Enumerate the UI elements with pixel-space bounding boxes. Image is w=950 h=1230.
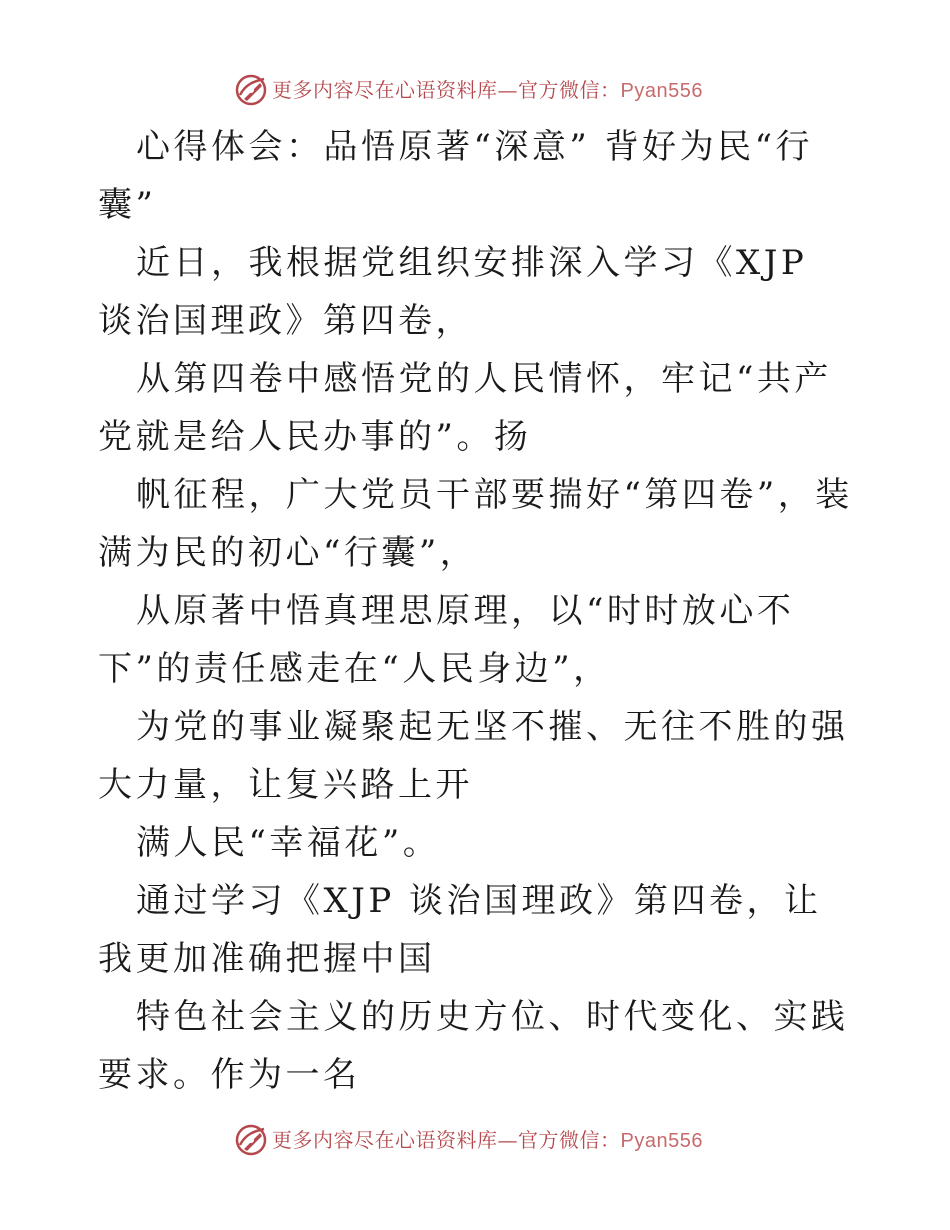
paragraph: 从原著中悟真理思原理，以“时时放心不下”的责任感走在“人民身边”， xyxy=(98,591,795,689)
document-body xyxy=(98,118,858,1104)
paragraph: 通过学习《XJP 谈治国理政》第四卷，让我更加准确把握中国 xyxy=(98,881,822,979)
banner-text: 更多内容尽在心语资料库—官方微信：Pyan556 xyxy=(272,78,703,102)
banner-text: 更多内容尽在心语资料库—官方微信：Pyan556 xyxy=(272,1128,703,1152)
footer-watermark-banner xyxy=(0,1120,950,1160)
paragraph: 近日，我根据党组织安排深入学习《XJP 谈治国理政》第四卷， xyxy=(98,243,808,341)
paragraph: 帆征程，广大党员干部要揣好“第四卷”，装满为民的初心“行囊”， xyxy=(98,475,853,573)
paragraph: 为党的事业凝聚起无坚不摧、无往不胜的强大力量，让复兴路上开 xyxy=(98,707,849,805)
header-watermark-banner xyxy=(0,70,950,110)
paragraph: 特色社会主义的历史方位、时代变化、实践要求。作为一名 xyxy=(98,997,849,1095)
pen-logo-icon xyxy=(234,73,268,107)
pen-logo-icon xyxy=(234,1123,268,1157)
paragraph: 满人民“幸福花”。 xyxy=(136,823,441,863)
paragraph: 从第四卷中感悟党的人民情怀，牢记“共产党就是给人民办事的”。扬 xyxy=(98,359,832,457)
document-title: 心得体会：品悟原著“深意” 背好为民“行囊” xyxy=(98,127,813,225)
